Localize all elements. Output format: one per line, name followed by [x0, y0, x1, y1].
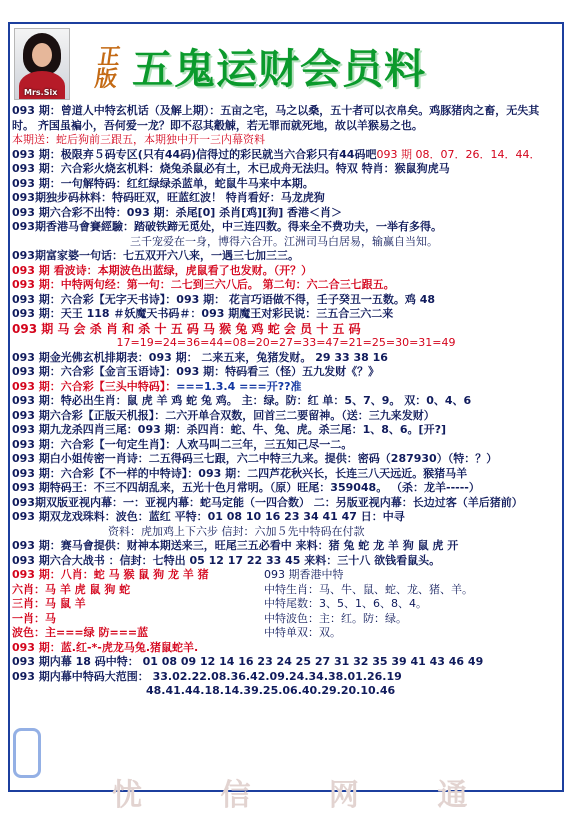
line-31: 093 期六合大战书 ：信封：七特出 05 12 17 22 33 45 来料：三十八 欲钱看鼠头。 — [12, 553, 441, 567]
line-24: 093 期白小姐传密一肖诗：二五得码三七跟，六二中特三九来。提供：密码（287930）（特：？） — [12, 452, 498, 465]
line-30: 093 期：赛马會提供：财神本期送来三，旺尾三五必看中 来料：猪 兔 蛇 龙 羊 狗 鼠 虎 开 — [12, 539, 459, 552]
content — [12, 104, 560, 699]
line-8: 093期香港马會賽經驗：踏破铁蹄无觅处，中三连四数。得来全不费功夫，一举有多得。 — [12, 220, 442, 233]
line-1: 093 期：曾道人中特玄机话（及解上期）：五亩之宅，马之以桑，五十者可以衣帛矣。鸡豚猪肉之畜，无失其时。 齐国虽褊小，吾何爱一龙？即不忍其觳觫，若无罪而就死地，故以羊猴易之也。 — [12, 104, 540, 132]
avatar-caption: Mrs.Six — [24, 88, 58, 97]
watermark-icon — [13, 728, 41, 778]
line-21: 093 期六合彩【正版天机报】：二六开单合双数，回首三二要留神。（送：三九来发财） — [12, 408, 435, 422]
line-15: 093 期 马 会 杀 肖 和 杀 十 五 码 马 猴 兔 鸡 蛇 会 员 十 五 码 — [12, 321, 361, 336]
lower-right — [264, 568, 560, 655]
line-16: 17=19=24=36=44=08=20=27=33=47=21=25=30=31=49 — [116, 336, 456, 349]
line-12: 093 期：中特两句经：第一句：二七到三六八后。 第二句：六二合三七跟五。 — [12, 278, 395, 291]
lower-right-1: 093 期香港中特 — [264, 568, 344, 581]
footer-fade-text: 忧 信 网 通 — [112, 778, 502, 813]
line-17: 093 期金光佛玄机排期表：093 期： 二来五来，兔猪发财。 29 33 38 16 — [12, 350, 388, 364]
line-5: 093 期：一句解特码：红红绿绿杀蓝单，蛇鼠牛马来中本期。 — [12, 176, 314, 190]
avatar-face — [32, 43, 52, 67]
line-29: 资料：虎加鸡上下六步 信封：六加５先中特码在付款 — [108, 524, 365, 538]
line-10: 093期富家婆一句话：七五双开六八来，一遇三七加三三。 — [12, 249, 299, 262]
line-25: 093 期：六合彩【不一样的中特诗】：093 期：二四芦花秋兴长，长连三八天远近。猴猪马羊 — [12, 466, 468, 480]
lower-left — [12, 568, 264, 655]
line-23: 093 期：六合彩【一句定生肖】：人欢马叫二三年，三五知己尽一二。 — [12, 437, 353, 451]
line-13: 093 期：六合彩【无字天书诗】：093 期： 花言巧语做不得，壬子癸丑一五数。鸡 48 — [12, 292, 436, 306]
line-20: 093 期：特必出生肖：鼠 虎 羊 鸡 蛇 兔 鸡。 主：绿。防：红 单：5、7、9。 双：0、4、6 — [12, 394, 472, 407]
numbers-line-2: 093 期内幕中特码大范围： 33.02.22.08.36.42.09.24.34.38.01.26.19 — [12, 669, 402, 683]
line-11: 093 期 看波诗：本期波色出蓝绿，虎鼠看了也发财。（开？） — [12, 263, 313, 277]
lower-right-5: 中特单双：双。 — [264, 626, 341, 639]
line-9: 三千宠爱在一身，博得六合开。江洲司马白居易，输赢自当知。 — [130, 234, 438, 248]
lower-left-2: 六肖：马 羊 虎 鼠 狗 蛇 — [12, 582, 131, 596]
lower-right-2: 中特生肖：马、牛、鼠、蛇、龙、猪、羊。 — [264, 582, 473, 596]
page-title: 五鬼运财会员料 — [132, 45, 426, 93]
brand-char-1: 正 — [96, 44, 123, 70]
lower-left-5: 波色：主===绿 防===蓝 — [12, 626, 149, 639]
line-6: 093期独步码林料：特码旺双，旺蓝红波！ 特肖看好：马龙虎狗 — [12, 191, 325, 204]
lower-left-4: 一肖：马 — [12, 611, 56, 625]
line-4: 093 期：六合彩火烧玄机料：烧兔杀鼠必有土，木已成舟无法归。特双 特肖：猴鼠狗虎马 — [12, 162, 450, 175]
line-26: 093 期特码王：不三不四胡乱来，五光十色月常明。（原）旺尾：359048。 （杀：龙羊-----） — [12, 481, 480, 494]
lower-split — [12, 568, 560, 655]
line-27: 093期双版亚视内幕：一：亚视内幕：蛇马定能（一四合数） 二：另版亚视内幕：长边过客（羊后猪前） — [12, 495, 523, 509]
lower-left-1: 093 期：八肖：蛇 马 猴 鼠 狗 龙 羊 猪 — [12, 568, 209, 581]
line-19: 093 期：六合彩【三头中特码】：===1.3.4 ===开??准 — [12, 379, 302, 393]
line-22: 093 期九龙杀四肖三尾：093 期：杀四肖：蛇、牛、兔、虎。杀三尾：1、8、6。[开?] — [12, 423, 446, 436]
numbers-line-3: 48.41.44.18.14.39.25.06.40.29.20.10.46 — [146, 684, 396, 697]
line-2: 本期送：蛇后狗前三跟五，本期独中开一三内幕资料 — [12, 133, 265, 146]
lower-left-6: 093 期：蓝.红-*-虎龙马兔.猪鼠蛇羊. — [12, 640, 199, 654]
brand-char-2: 版 — [93, 66, 119, 92]
line-18: 093 期：六合彩【金言玉语诗】：093 期：特码看三（怪）五九发财《？》 — [12, 365, 380, 378]
lower-right-4: 中特波色：主：红。防：绿。 — [264, 611, 407, 625]
line-3: 093 期：极限弃５码专区(只有44码)信得过的彩民就当六合彩只有44码吧093 期 08．07．26．14．44． — [12, 147, 541, 161]
numbers-line-1: 093 期内幕 18 码中特： 01 08 09 12 14 16 23 24 25 27 31 32 35 39 41 43 46 49 — [12, 655, 484, 668]
line-7: 093 期六合彩不出特：093 期：杀尾[0] 杀肖[鸡][狗] 香港＜肖＞ — [12, 205, 343, 219]
line-28: 093 期双龙戏珠料：波色：蓝红 平特：01 08 10 16 23 34 41 47 日：中寻 — [12, 510, 405, 523]
lower-right-3: 中特尾数：3、5、1、6、8、4。 — [264, 597, 427, 610]
line-14: 093 期：天王 118 ＃妖魔天书码＃：093 期魔王对彩民说：三五合三六二来 — [12, 307, 394, 320]
lower-left-3: 三肖：马 鼠 羊 — [12, 597, 86, 610]
